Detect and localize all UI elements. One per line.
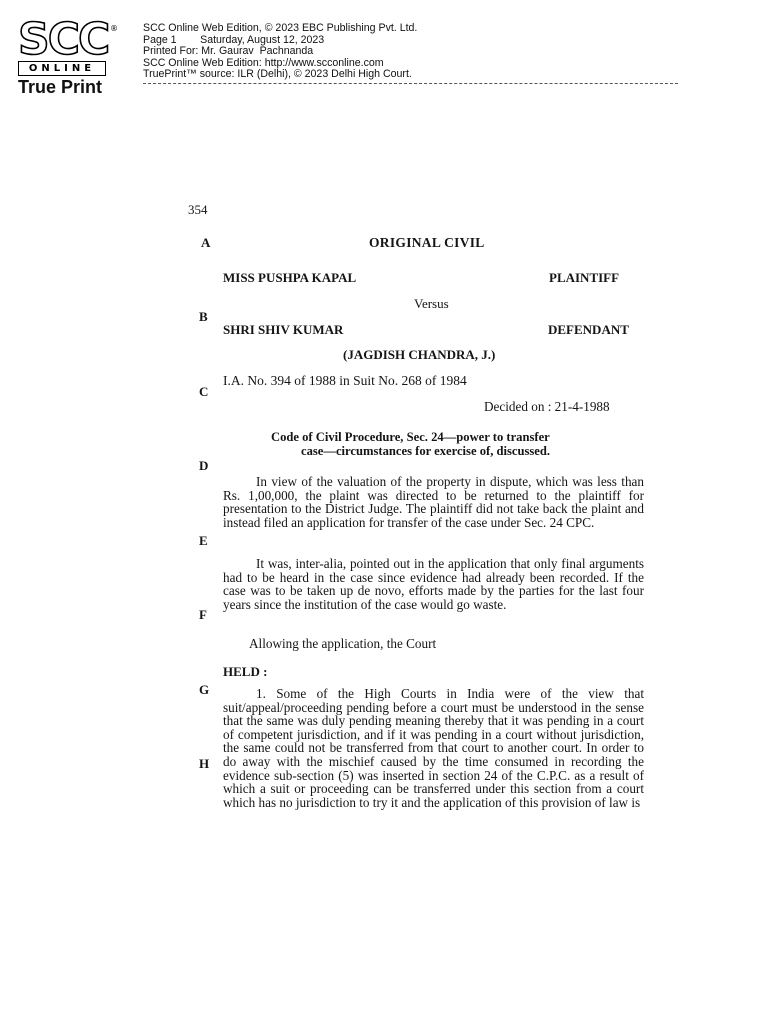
plaintiff-name: MISS PUSHPA KAPAL (223, 270, 357, 285)
margin-letter-a: A (201, 235, 211, 250)
paragraph-3: 1. Some of the High Courts in India were of the view that suit/appeal/proceeding pending before a court must be understood in the sense that the same was duly pending meaning thereby that it was pending in a court of competent jurisdiction, and if it was pending in a court without jurisdiction, the same could not be transferred from that court to another court. In order to do away with the mischief caused by the time consumed in recording the evidence sub-section (5) was inserted in section 24 of the C.P.C. as a result of which a suit or proceeding can be transferred under this section from a court which has no jurisdiction to try it and the application of this provision of law is (223, 686, 644, 810)
header-trueprint-source: TruePrint™ source: ILR (Delhi), © 2023 Delhi High Court. (143, 68, 412, 81)
registered-mark: ® (110, 24, 118, 33)
header-web-edition: SCC Online Web Edition: http://www.scconline.com (143, 56, 384, 69)
margin-letter-c: C (199, 384, 209, 399)
margin-letter-b: B (199, 309, 208, 324)
paragraph-1: In view of the valuation of the property in dispute, which was less than Rs. 1,00,000, the plaint was directed to be returned to the plaintiff for presentation to the District Judge. The plaintiff did not take back the plaint and instead filed an application for transfer of the case under Sec. 24 CPC. (223, 474, 644, 530)
logo-online-text: ONLINE (18, 61, 106, 76)
case-number: I.A. No. 394 of 1988 in Suit No. 268 of 1984 (223, 373, 467, 388)
headnote-line-1: Code of Civil Procedure, Sec. 24—power to transfer (271, 430, 550, 444)
defendant-name: SHRI SHIV KUMAR (223, 322, 344, 337)
margin-letter-g: G (199, 682, 210, 697)
versus-text: Versus (414, 296, 449, 311)
margin-letter-f: F (199, 607, 207, 622)
logo-scc-text: SCC (18, 14, 109, 65)
margin-letter-h: H (199, 756, 210, 771)
header-copyright: SCC Online Web Edition, © 2023 EBC Publishing Pvt. Ltd. (143, 22, 418, 34)
scc-online-logo (18, 14, 118, 97)
judge-name: (JAGDISH CHANDRA, J.) (343, 347, 496, 362)
print-header (143, 23, 417, 81)
header-page-date: Page 1 Saturday, August 12, 2023 (143, 33, 325, 46)
logo-true-print: True Print (18, 77, 103, 97)
headnote-line-2: case—circumstances for exercise of, discussed. (301, 444, 551, 458)
plaintiff-label: PLAINTIFF (549, 270, 620, 285)
margin-letter-d: D (199, 458, 209, 473)
header-printed-for: Printed For: Mr. Gaurav Pachnanda (143, 45, 314, 58)
decided-date: Decided on : 21-4-1988 (484, 399, 610, 414)
paragraph-2: It was, inter-alia, pointed out in the application that only final arguments had to be heard in the case since evidence had already been recorded. If the case was to be taken up de novo, efforts made by the parties for the last four years since the institution of the case would go waste. (223, 556, 644, 612)
allowing-line: Allowing the application, the Court (249, 636, 437, 651)
section-heading: ORIGINAL CIVIL (369, 235, 485, 250)
page-number: 354 (188, 202, 208, 217)
header-divider (143, 83, 678, 84)
margin-letter-e: E (199, 533, 208, 548)
defendant-label: DEFENDANT (548, 322, 629, 337)
held-heading: HELD : (223, 664, 268, 679)
